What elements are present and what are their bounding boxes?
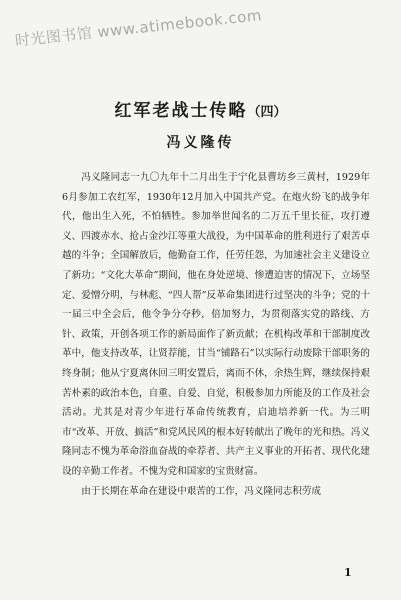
article-subtitle: 冯义隆传 bbox=[166, 135, 235, 151]
page-number: 1 bbox=[344, 566, 352, 579]
paragraph-1: 冯义隆同志一九〇九年十二月出生于宁化县曹坊乡三黄村，1929年6月参加工农红军，1930年12月加入中国共产党。在炮火纷飞的战争年代，他出生入死，不怕牺牲。参加举世闻名的二万五千里长征，攻打遵义、四渡赤水、抢占金沙江等重大战役，为中国革命的胜利进行了艰苦卓越的斗争；全国解放后，他勤奋工作，任劳任怨，为加速社会主义建设立了新功；“文化大革命”期间，他在身处逆境、惨遭迫害的情况下，立场坚定、爱憎分明，与林彪、“四人帮”反革命集团进行过坚决的斗争；党的十一届三中全会后，他令争分夺秒，倍加努力，为贯彻落实党的路线、方针、政策，开创各项工作的新局面作了新贡献；在机构改革和干部制度改革中，他支持改革，让贤荐能，甘当“铺路石”以实际行动废除干部职务的终身制；他从宁夏离休回三明安置后，离而不休，余热生辉，继续保持艰苦朴素的政治本色，自重、自爱、自觉，积极参加力所能及的工作及社会活动。尤其是对青少年进行革命传统教育，启迪培养新一代。为三明市“改革、开放、搞活”和党风民风的根本好转献出了晚年的光和热。冯义隆同志不愧为革命浴血奋战的牵荐者、共产主义事业的开拓者、现代化建设的辛勤工作者。不愧为党和国家的宝贵财富。 bbox=[62, 172, 370, 477]
page-title bbox=[0, 96, 401, 121]
title-text: 红军老战士传略 bbox=[114, 101, 248, 121]
title-part: （四） bbox=[247, 105, 287, 120]
watermark: 时光图书馆 www.atimebook.com bbox=[14, 6, 263, 50]
body-text bbox=[62, 168, 370, 501]
paragraph-2: 由于长期在革命在建设中艰苦的工作，冯义隆同志积劳成 bbox=[81, 485, 322, 497]
